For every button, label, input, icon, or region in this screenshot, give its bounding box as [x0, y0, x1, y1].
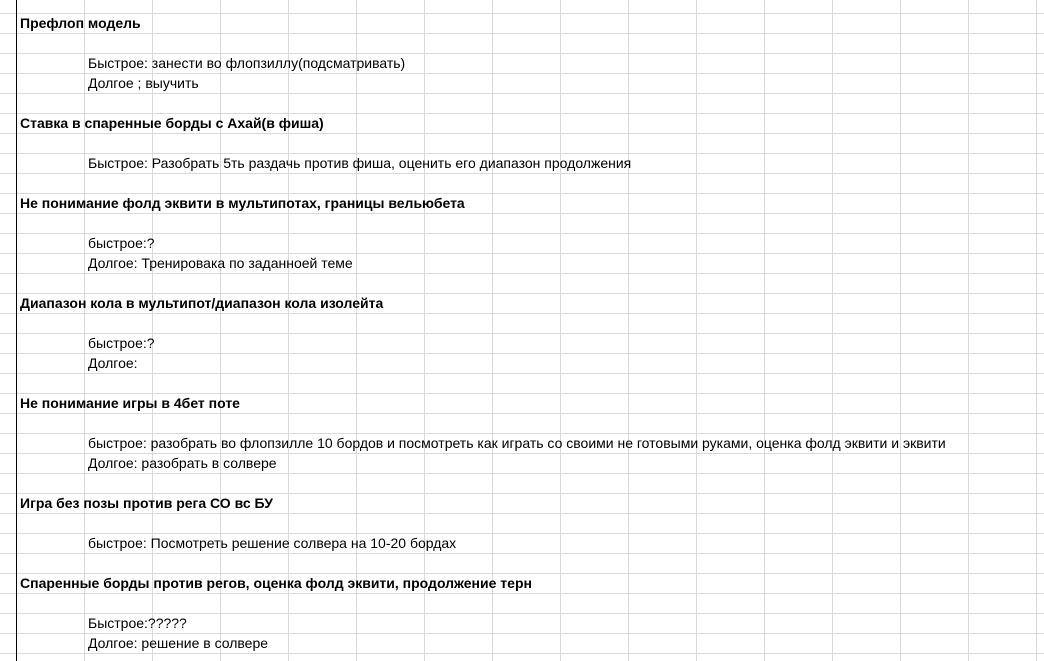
sheet-row[interactable]	[0, 213, 1044, 233]
section-heading[interactable]: Диапазон кола в мультипот/диапазон кола изолейта	[20, 295, 384, 311]
section-line[interactable]: Быстрое:?????	[88, 615, 187, 631]
section-line[interactable]: Быстрое: занести во флопзиллу(подсматривать)	[88, 55, 406, 71]
sheet-row[interactable]	[0, 13, 1044, 33]
section-line[interactable]: Долгое: Тренировака по заданноей теме	[88, 255, 353, 271]
sheet-row[interactable]	[0, 193, 1044, 213]
sheet-row[interactable]	[0, 613, 1044, 633]
sheet-row[interactable]	[0, 93, 1044, 113]
sheet-row[interactable]	[0, 513, 1044, 533]
sheet-row[interactable]	[0, 533, 1044, 553]
sheet-row[interactable]	[0, 573, 1044, 593]
sheet-row[interactable]	[0, 153, 1044, 173]
sheet-row[interactable]	[0, 313, 1044, 333]
sheet-row[interactable]	[0, 393, 1044, 413]
section-line[interactable]: Долгое ; выучить	[88, 75, 199, 91]
sheet-row[interactable]	[0, 453, 1044, 473]
section-line[interactable]: быстрое: Посмотреть решение солвера на 10-20 бордах	[88, 535, 457, 551]
section-heading[interactable]: Спаренные борды против регов, оценка фолд эквити, продолжение терн	[20, 575, 532, 591]
sheet-row[interactable]	[0, 53, 1044, 73]
sheet-row[interactable]	[0, 113, 1044, 133]
sheet-row[interactable]	[0, 433, 1044, 453]
section-heading[interactable]: Префлоп модель	[20, 15, 141, 31]
section-line[interactable]: Долгое: разобрать в солвере	[88, 455, 277, 471]
sheet-row[interactable]	[0, 553, 1044, 573]
section-line[interactable]: Быстрое: Разобрать 5ть раздачь против фиша, оценить его диапазон продолжения	[88, 155, 632, 171]
section-heading[interactable]: Не понимание фолд эквити в мультипотах, границы вельюбета	[20, 195, 465, 211]
section-heading[interactable]: Игра без позы против рега СО вс БУ	[20, 495, 273, 511]
sheet-row[interactable]	[0, 373, 1044, 393]
section-heading[interactable]: Не понимание игры в 4бет поте	[20, 395, 240, 411]
sheet-row[interactable]	[0, 473, 1044, 493]
section-line[interactable]: Долгое: решение в солвере	[88, 635, 269, 651]
sheet-row[interactable]	[0, 253, 1044, 273]
section-heading[interactable]: Ставка в спаренные борды с Ахай(в фиша)	[20, 115, 324, 131]
sheet-row[interactable]	[0, 493, 1044, 513]
sheet-row[interactable]	[0, 353, 1044, 373]
sheet-row[interactable]	[0, 333, 1044, 353]
sheet-row[interactable]	[0, 633, 1044, 653]
sheet-row[interactable]	[0, 173, 1044, 193]
sheet-row[interactable]	[0, 73, 1044, 93]
section-line[interactable]: Долгое:	[88, 355, 138, 371]
section-line[interactable]: быстрое: разобрать во флопзилле 10 бордов и посмотреть как играть со своими не готовыми руками, оценка фолд эквити и эквити	[88, 435, 946, 451]
section-line[interactable]: быстрое:?	[88, 335, 155, 351]
sheet-row[interactable]	[0, 133, 1044, 153]
sheet-row[interactable]	[0, 273, 1044, 293]
sheet-row[interactable]	[0, 33, 1044, 53]
sheet-row[interactable]	[0, 413, 1044, 433]
section-line[interactable]: быстрое:?	[88, 235, 155, 251]
sheet-row[interactable]	[0, 233, 1044, 253]
rows	[0, 13, 1044, 653]
sheet-row[interactable]	[0, 293, 1044, 313]
sheet-row[interactable]	[0, 593, 1044, 613]
